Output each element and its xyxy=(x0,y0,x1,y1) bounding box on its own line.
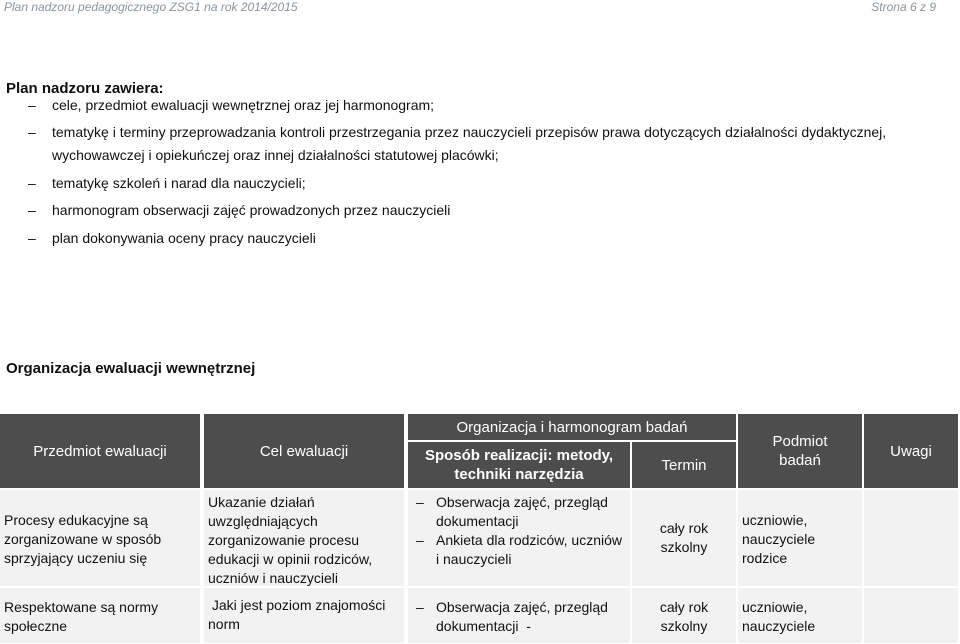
col-header-goal: Cel ewaluacji xyxy=(204,414,404,488)
dash-bullet: – xyxy=(28,174,36,191)
table-cell xyxy=(864,588,958,643)
table-cell: Jaki jest poziom znajomości norm xyxy=(204,588,404,643)
table-cell xyxy=(408,490,630,586)
list-item: – harmonogram obserwacji zajęć prowadzonych przez nauczycieli xyxy=(0,199,960,222)
dash-bullet: – xyxy=(416,532,424,548)
dash-bullet: – xyxy=(416,599,424,615)
dash-bullet: – xyxy=(416,494,424,510)
list-item: – cele, przedmiot ewaluacji wewnętrznej oraz jej harmonogram; xyxy=(0,94,960,117)
col-header-subject: Przedmiot ewaluacji xyxy=(0,414,200,488)
list-item: – Ankieta dla rodziców, uczniów i nauczycieli xyxy=(416,532,622,567)
list-item: – Obserwacja zajęć, przegląd dokumentacji xyxy=(416,494,608,529)
col-header-org: Organizacja i harmonogram badań xyxy=(408,414,736,440)
table-cell: Respektowane są normy społeczne xyxy=(0,588,200,643)
table-cell: cały rok szkolny xyxy=(632,490,736,586)
table-cell xyxy=(864,490,958,586)
evaluation-table xyxy=(0,414,958,643)
table-cell: Procesy edukacyjne są zorganizowane w sposób sprzyjający uczeniu się xyxy=(0,490,200,586)
plan-list xyxy=(0,94,960,254)
list-item: – plan dokonywania oceny pracy nauczycieli xyxy=(0,227,960,250)
list-item: – Obserwacja zajęć, przegląd dokumentacji - xyxy=(416,599,612,634)
list-item: – tematykę i terminy przeprowadzania kontroli przestrzegania przez nauczycieli przepisów prawa dotyczących działalności dydaktycznej, wychowawczej i opiekuńczej oraz innej działalności statutowej placówki; xyxy=(0,121,960,167)
section-heading: Organizacja ewaluacji wewnętrznej xyxy=(6,360,256,377)
plan-heading: Plan nadzoru zawiera: xyxy=(6,80,164,97)
table-cell: cały rok szkolny xyxy=(632,588,736,643)
col-header-method: Sposób realizacji: metody, techniki narzędzia xyxy=(408,442,630,488)
col-header-term: Termin xyxy=(632,442,736,488)
dash-bullet: – xyxy=(28,97,36,113)
dash-bullet: – xyxy=(28,124,36,141)
dash-bullet: – xyxy=(28,202,36,219)
table-cell: uczniowie, nauczyciele xyxy=(738,588,862,643)
list-item: – tematykę szkoleń i narad dla nauczycieli; xyxy=(0,172,960,195)
document-title: Plan nadzoru pedagogicznego ZSG1 na rok 2014/2015 xyxy=(4,0,298,14)
dash-bullet: – xyxy=(28,229,36,246)
table-cell: uczniowie, nauczyciele rodzice xyxy=(738,490,862,586)
col-header-notes: Uwagi xyxy=(864,414,958,488)
table-cell xyxy=(408,588,630,643)
page-header xyxy=(0,0,960,18)
page-number: Strona 6 z 9 xyxy=(871,0,936,14)
table-cell: Ukazanie działań uwzględniających zorganizowanie procesu edukacji w opinii rodziców, uczniów i nauczycieli xyxy=(204,490,404,586)
col-header-who: Podmiot badań xyxy=(738,414,862,488)
